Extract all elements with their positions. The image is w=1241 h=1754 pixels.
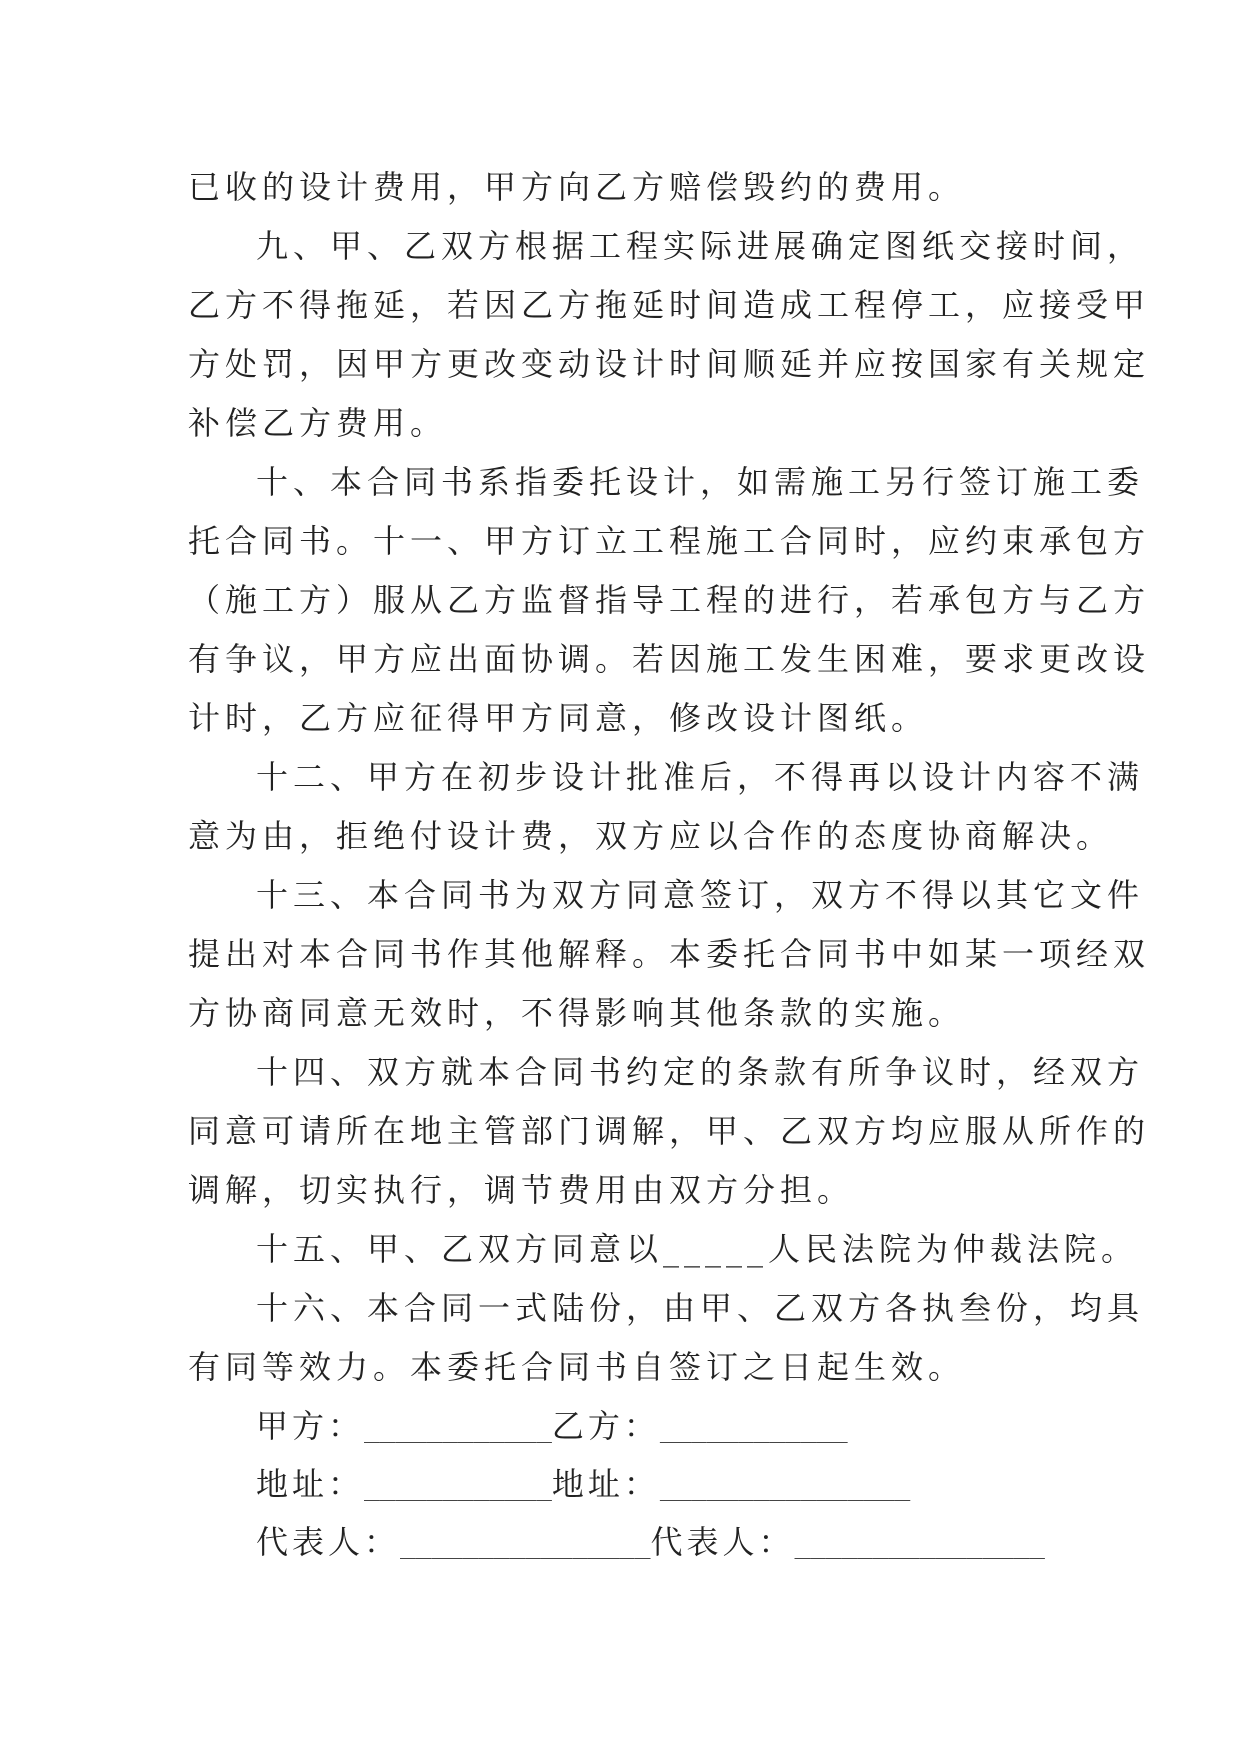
clause-12 xyxy=(188,748,1145,866)
text-line: 计时，乙方应征得甲方同意，修改设计图纸。 xyxy=(188,699,929,737)
text-line: 十四、双方就本合同书约定的条款有所争议时，经双方 xyxy=(256,1053,1145,1091)
rep-b-label: 代表人： xyxy=(650,1523,795,1561)
text-line: 十五、甲、乙双方同意以_____人民法院为仲裁法院。 xyxy=(256,1230,1139,1268)
signature-block xyxy=(188,1397,1068,1571)
text-line: 十六、本合同一式陆份，由甲、乙双方各执叁份，均具 xyxy=(256,1289,1145,1327)
text-line: 同意可请所在地主管部门调解，甲、乙双方均应服从所作的 xyxy=(188,1112,1151,1150)
text-line: 托合同书。十一、甲方订立工程施工合同时，应约束承包方 xyxy=(188,522,1151,560)
text-line: 十三、本合同书为双方同意签订，双方不得以其它文件 xyxy=(256,876,1145,914)
text-line: 调解，切实执行，调节费用由双方分担。 xyxy=(188,1171,855,1209)
text-line: （施工方）服从乙方监督指导工程的进行，若承包方与乙方 xyxy=(188,581,1151,619)
clause-14 xyxy=(188,1043,1151,1220)
party-b-blank: ____________ xyxy=(659,1414,848,1444)
text-line: 提出对本合同书作其他解释。本委托合同书中如某一项经双 xyxy=(188,935,1151,973)
party-b-label: 乙方： xyxy=(551,1407,660,1445)
text-line: 九、甲、乙双方根据工程实际进展确定图纸交接时间， xyxy=(256,227,1145,265)
address-a-blank: ____________ xyxy=(364,1472,552,1502)
party-row xyxy=(188,1397,1068,1455)
address-a-label: 地址： xyxy=(256,1465,365,1503)
clause-9 xyxy=(188,217,1151,453)
contract-body xyxy=(188,158,1151,1571)
clause-13 xyxy=(188,866,1151,1043)
paragraph-continuation xyxy=(188,158,1068,217)
text-line: 已收的设计费用，甲方向乙方赔偿毁约的费用。 xyxy=(188,168,966,206)
rep-a-label: 代表人： xyxy=(256,1523,401,1561)
text-line: 有争议，甲方应出面协调。若因施工发生困难，要求更改设 xyxy=(188,640,1151,678)
rep-b-blank: ________________ xyxy=(794,1530,1045,1560)
text-line: 乙方不得拖延，若因乙方拖延时间造成工程停工，应接受甲 xyxy=(188,286,1151,324)
text-line: 有同等效力。本委托合同书自签订之日起生效。 xyxy=(188,1348,966,1386)
rep-a-blank: ________________ xyxy=(400,1530,651,1560)
text-line: 意为由，拒绝付设计费，双方应以合作的态度协商解决。 xyxy=(188,817,1114,855)
text-line: 补偿乙方费用。 xyxy=(188,404,448,442)
clause-10-11 xyxy=(188,453,1151,748)
party-a-blank: ____________ xyxy=(364,1414,552,1444)
text-line: 十二、甲方在初步设计批准后，不得再以设计内容不满 xyxy=(256,758,1145,796)
representative-row xyxy=(188,1513,1068,1571)
clause-16 xyxy=(188,1279,1145,1397)
text-line: 方协商同意无效时，不得影响其他条款的实施。 xyxy=(188,994,966,1032)
text-line: 十、本合同书系指委托设计，如需施工另行签订施工委 xyxy=(256,463,1145,501)
address-row xyxy=(188,1455,1068,1513)
party-a-label: 甲方： xyxy=(256,1407,365,1445)
address-b-label: 地址： xyxy=(551,1465,660,1503)
clause-15 xyxy=(188,1220,1139,1279)
address-b-blank: ________________ xyxy=(659,1472,911,1502)
text-line: 方处罚，因甲方更改变动设计时间顺延并应按国家有关规定 xyxy=(188,345,1151,383)
